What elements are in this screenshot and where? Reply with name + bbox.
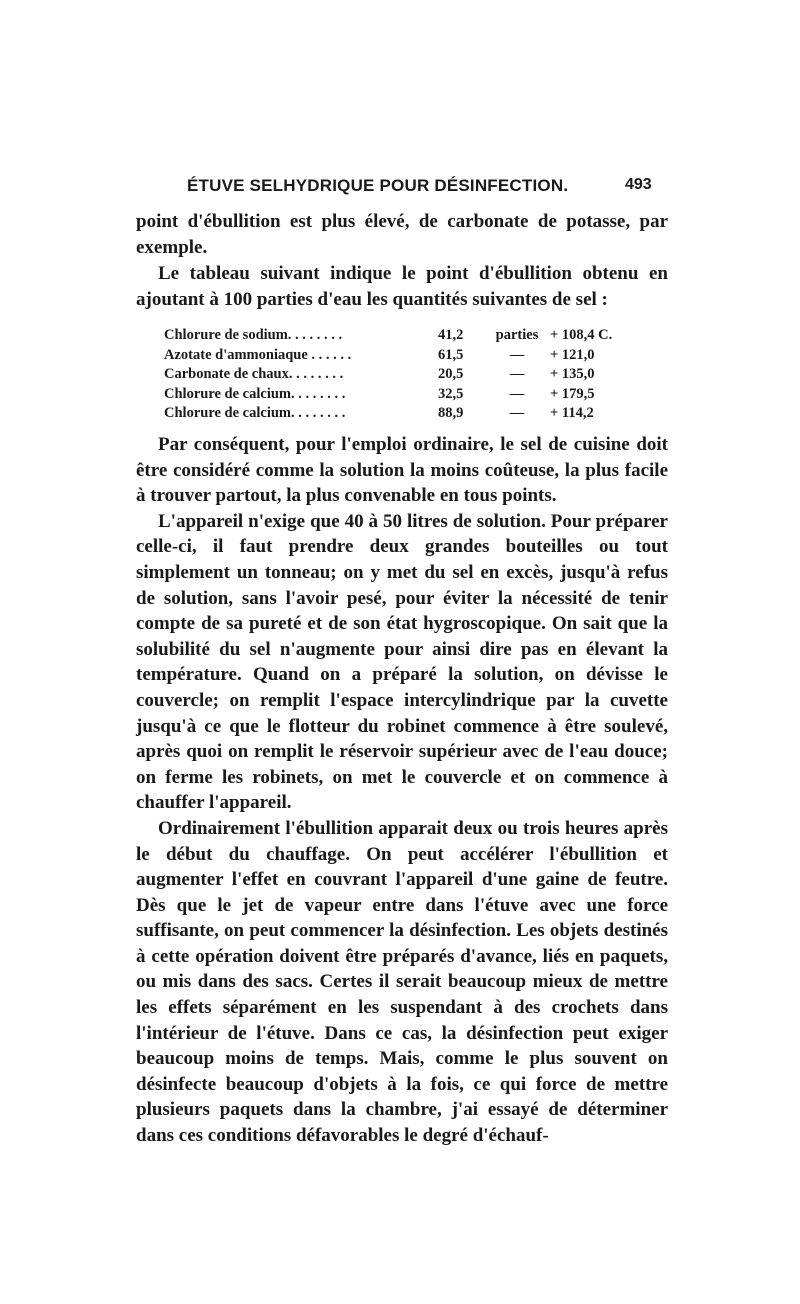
paragraph-3: Par conséquent, pour l'emploi ordinaire, le sel de cuisine doit être considéré comme la solution la moins coûteuse, la plus facile à trouver partout, la plus convenable en tous points. [136,434,668,507]
body-text-main [136,432,668,1149]
paragraph-table-intro-block [136,261,668,313]
quantity-unit: — [509,366,525,382]
salt-name: Azotate d'ammoniaque . . . . . . [164,346,352,363]
salt-name: Chlorure de calcium. . . . . . . . [164,385,346,402]
boiling-point: + 121,0 [550,346,595,363]
boiling-point: + 179,5 [550,385,595,402]
salt-quantity: 61,5 [438,346,464,363]
table-row [164,385,664,405]
salt-quantity: 41,2 [438,327,464,343]
table-row [164,365,664,385]
running-title: ÉTUVE SELHYDRIQUE POUR DÉSINFECTION. [187,176,569,195]
table-row [164,346,664,366]
paragraph-continuation [136,209,668,261]
quantity-unit: — [509,346,525,363]
salt-quantity: 88,9 [438,405,464,421]
paragraph-5: Ordinairement l'ébullition apparait deux ou trois heures après le début du chauffage. On peut accélérer l'ébullition et augmenter l'effet en couvrant l'appareil d'une gaine de feutre. Dès que le jet de vapeur entre dans l'étuve avec une force suffisante, on peut commencer la désinfection. Les objets destinés à cette opération doivent être préparés d'avance, liés en paquets, ou mis dans des sacs. Certes il serait beaucoup mieux de mettre les effets séparément en les suspendant à des crochets dans l'intérieur de l'étuve. Dans ce cas, la désinfection peut exiger beaucoup moins de temps. Mais, comme le plus souvent on désinfecte beaucoup d'objets à la fois, ce qui force de mettre plusieurs paquets dans la chambre, j'ai essayé de déterminer dans ces conditions défavorables le degré d'échauf- [136,817,668,1147]
quantity-unit: — [509,385,525,402]
quantity-unit: — [509,405,525,421]
salt-quantity: 20,5 [438,366,464,382]
boiling-point-table [164,326,664,424]
salt-name: Chlorure de calcium. . . . . . . . [164,405,346,421]
salt-name: Chlorure de sodium. . . . . . . . [164,327,343,343]
paragraph-4: L'appareil n'exige que 40 à 50 litres de solution. Pour préparer celle-ci, il faut prendre deux grandes bouteilles ou tout simplement un tonneau; on y met du sel en excès, jusqu'à refus de solution, sans l'avoir pesé, pour éviter la nécessité de tenir compte de sa pureté et de son état hygroscopique. On sait que la solubilité du sel n'augmente pour ainsi dire pas en élevant la température. Quand on a préparé la solution, on dévisse le couvercle; on remplit l'espace intercylindrique par la cuvette jusqu'à ce que le flotteur du robinet commence à être soulevé, après quoi on remplit le réservoir supérieur avec de l'eau douce; on ferme les robinets, on met le couvercle et on commence à chauffer l'appareil. [136,510,668,814]
table-row [164,326,664,346]
quantity-unit: parties [495,327,539,343]
boiling-point: + 135,0 [550,366,595,382]
paragraph-1: point d'ébullition est plus élevé, de carbonate de potasse, par exemple. [136,211,668,258]
page-number: 493 [625,176,652,193]
paragraph-2: Le tableau suivant indique le point d'ébullition obtenu en ajoutant à 100 parties d'eau les quantités suivantes de sel : [136,263,668,310]
salt-name: Carbonate de chaux. . . . . . . . [164,366,344,382]
boiling-point: + 114,2 [550,405,594,421]
salt-quantity: 32,5 [438,385,464,402]
table-row [164,404,664,424]
boiling-point: + 108,4 C. [550,327,613,343]
